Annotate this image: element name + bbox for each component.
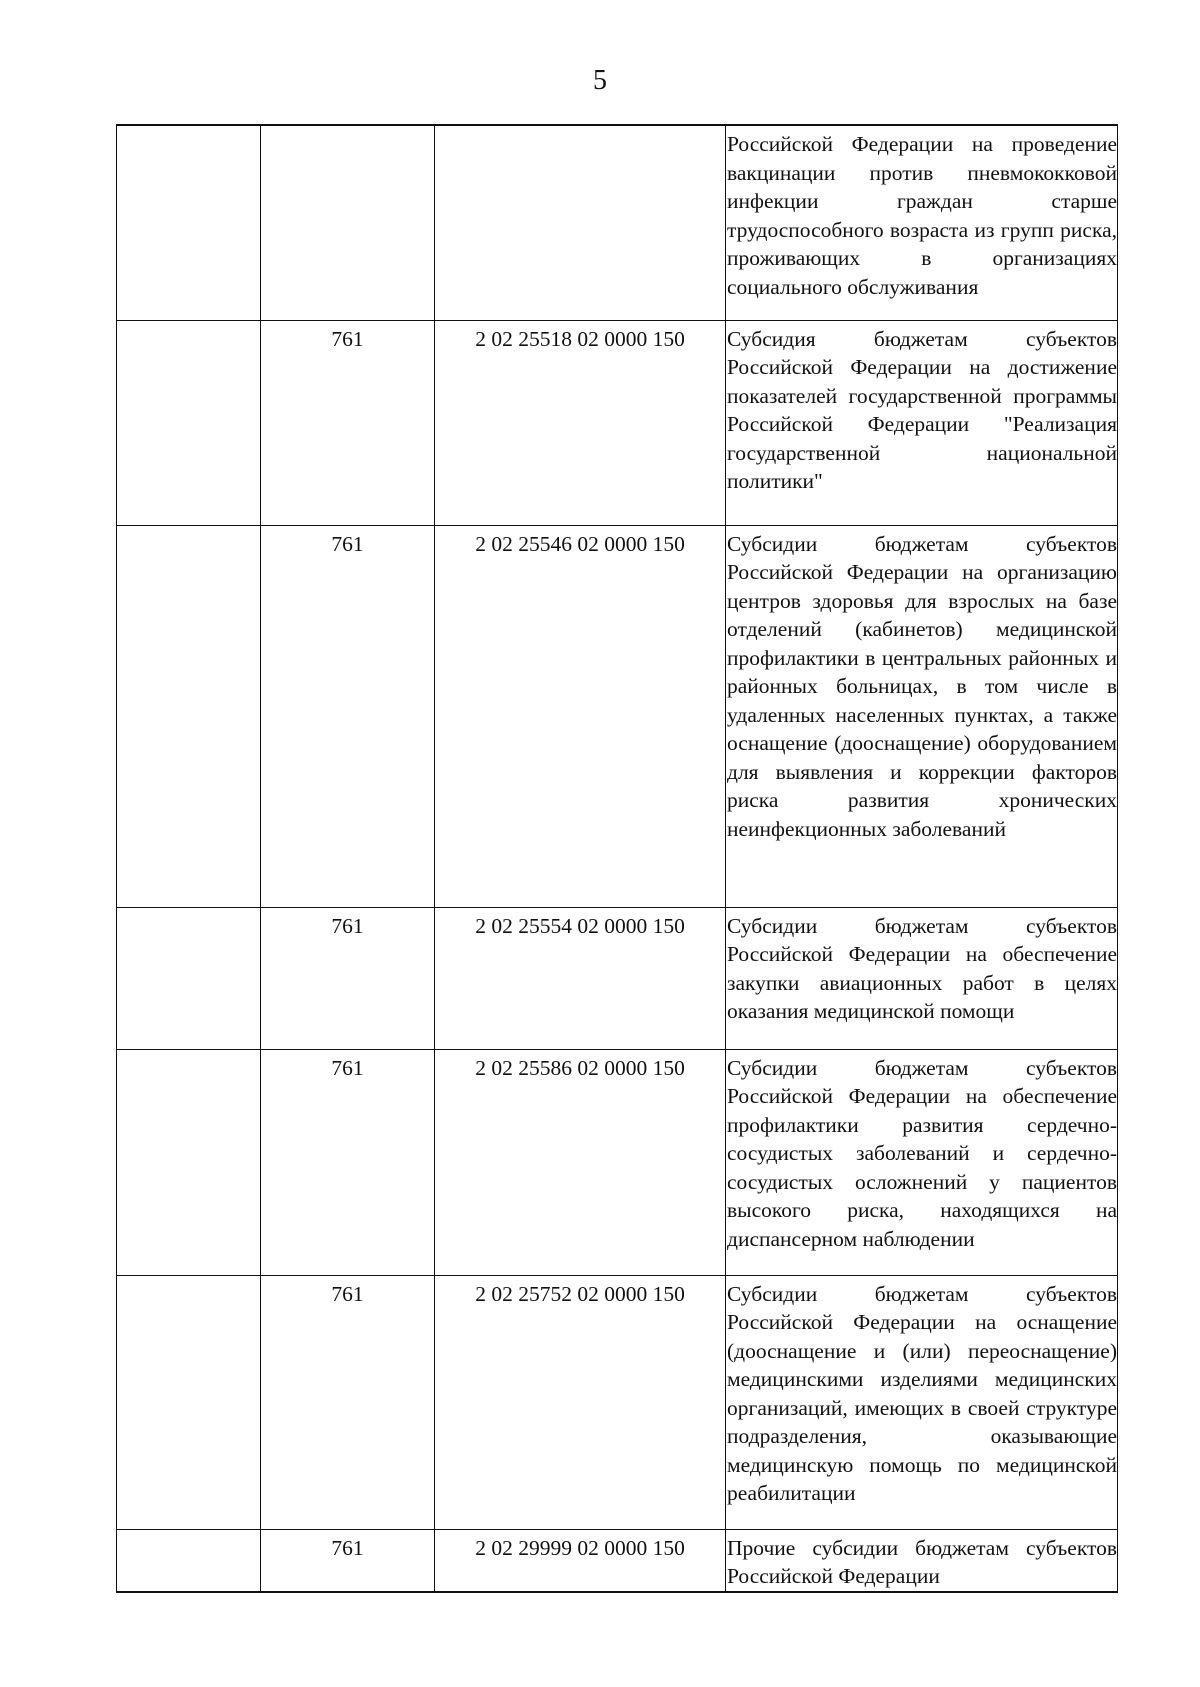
table-row <box>117 525 1118 907</box>
admin-code-cell <box>261 907 435 1049</box>
budget-code-cell <box>435 320 726 525</box>
admin-code-cell <box>261 525 435 907</box>
admin-code-cell <box>261 1049 435 1275</box>
revenue-name: Субсидии бюджетам субъектов Российской Федерации на организацию центров здоровья для взрослых на базе отделений (кабинетов) медицинской профилактики в центральных районных и районных больницах, в том числе в удаленных населенных пунктах, а также оснащение (дооснащение) оборудованием для выявления и коррекции факторов риска развития хронических неинфекционных заболеваний <box>727 531 1117 841</box>
table-row <box>117 320 1118 525</box>
revenue-name-cell <box>726 907 1118 1049</box>
empty-cell <box>117 1049 261 1275</box>
budget-code: 2 02 25546 02 0000 150 <box>475 531 685 556</box>
revenue-name: Субсидия бюджетам субъектов Российской Федерации на достижение показателей государственной программы Российской Федерации "Реализация государственной национальной политики" <box>727 326 1117 493</box>
budget-code-cell <box>435 525 726 907</box>
table-row <box>117 1529 1118 1592</box>
revenue-name-cell <box>726 1529 1118 1592</box>
revenue-name: Субсидии бюджетам субъектов Российской Федерации на обеспечение профилактики развития сердечно-сосудистых заболеваний и сердечно-сосудистых осложнений у пациентов высокого риска, находящихся на диспансерном наблюдении <box>727 1055 1117 1251</box>
admin-code-cell <box>261 320 435 525</box>
revenue-name-cell <box>726 125 1118 320</box>
page-number: 5 <box>593 65 607 96</box>
budget-code: 2 02 25586 02 0000 150 <box>475 1055 685 1080</box>
budget-code: 2 02 25752 02 0000 150 <box>475 1281 685 1306</box>
admin-code: 761 <box>331 1055 364 1080</box>
admin-code-cell <box>261 1275 435 1529</box>
budget-code: 2 02 25554 02 0000 150 <box>475 913 685 938</box>
budget-code: 2 02 25518 02 0000 150 <box>475 326 685 351</box>
budget-code <box>435 126 725 130</box>
table-row <box>117 907 1118 1049</box>
admin-code-cell <box>261 125 435 320</box>
budget-code-cell <box>435 907 726 1049</box>
budget-code-cell <box>435 1275 726 1529</box>
budget-revenue-table <box>116 124 1118 1593</box>
admin-code <box>261 126 434 130</box>
revenue-name: Прочие субсидии бюджетам субъектов Российской Федерации <box>727 1535 1117 1588</box>
admin-code: 761 <box>331 1535 364 1560</box>
empty-cell <box>117 1275 261 1529</box>
empty-cell <box>117 525 261 907</box>
budget-code-cell <box>435 125 726 320</box>
revenue-name: Субсидии бюджетам субъектов Российской Федерации на оснащение (дооснащение и (или) переоснащение) медицинскими изделиями медицинских организаций, имеющих в своей структуре подразделения, оказывающие медицинскую помощь по медицинской реабилитации <box>727 1281 1117 1505</box>
revenue-name: Субсидии бюджетам субъектов Российской Федерации на обеспечение закупки авиационных работ в целях оказания медицинской помощи <box>727 913 1117 1023</box>
budget-code-cell <box>435 1049 726 1275</box>
budget-code-cell <box>435 1529 726 1592</box>
admin-code: 761 <box>331 531 364 556</box>
empty-cell <box>117 320 261 525</box>
admin-code: 761 <box>331 1281 364 1306</box>
revenue-name-cell <box>726 320 1118 525</box>
table-row <box>117 1275 1118 1529</box>
revenue-name: Российской Федерации на проведение вакцинации против пневмококковой инфекции граждан старше трудоспособного возраста из групп риска, проживающих в организациях социального обслуживания <box>727 132 1117 299</box>
empty-cell <box>117 1529 261 1592</box>
admin-code-cell <box>261 1529 435 1592</box>
admin-code: 761 <box>331 913 364 938</box>
admin-code: 761 <box>331 326 364 351</box>
revenue-name-cell <box>726 1049 1118 1275</box>
table-row <box>117 125 1118 320</box>
revenue-name-cell <box>726 525 1118 907</box>
empty-cell <box>117 125 261 320</box>
table-row <box>117 1049 1118 1275</box>
revenue-name-cell <box>726 1275 1118 1529</box>
empty-cell <box>117 907 261 1049</box>
budget-code: 2 02 29999 02 0000 150 <box>475 1535 685 1560</box>
